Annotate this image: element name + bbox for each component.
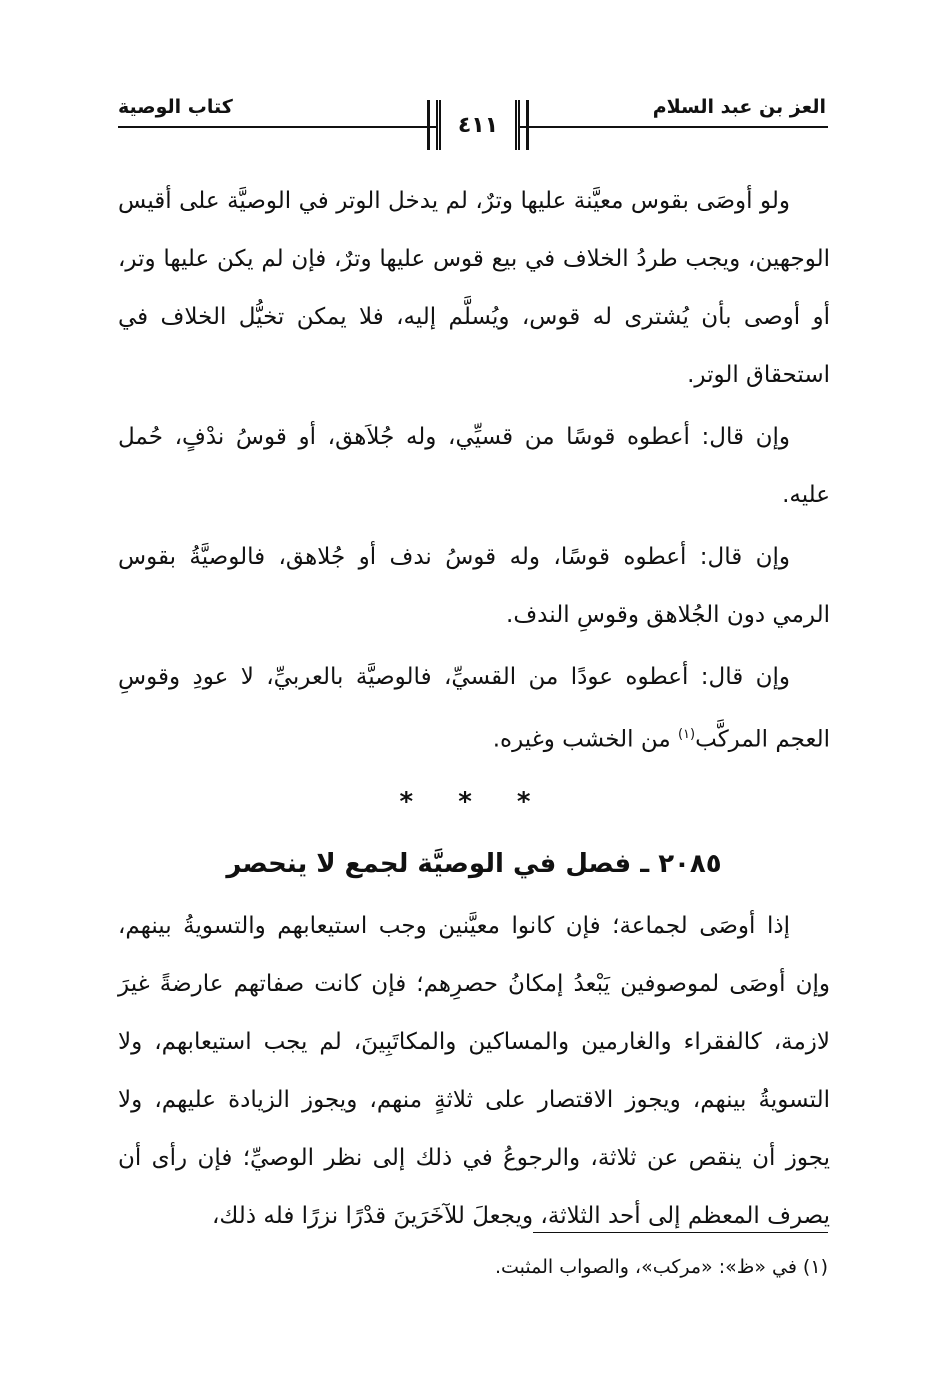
running-head-book: كتاب الوصية (118, 96, 233, 118)
paragraph-text: وإن قال: أعطوه عودًا من القسيِّ، فالوصيَّة بالعربيِّ، لا عودِ وقوسِ العجم المركَّب (118, 664, 830, 753)
paragraph: وإن قال: أعطوه قوسًا من قسيِّي، وله جُلاَهق، أو قوسُ ندْفٍ، حُمل عليه. (118, 424, 830, 508)
main-text (118, 172, 830, 1249)
paragraph: إذا أوصَى لجماعة؛ فإن كانوا معيَّنين وجب استيعابهم والتسويةُ بينهم، وإن أوصَى لموصوفين يَبْعدُ إمكانُ حصرِهم؛ فإن كانت صفاتهم عارضةً غيرَ لازمة، كالفقراء والغارمين والمساكين والمكاتَبِينَ، لم يجب استيعابهم، ولا التسويةُ بينهم، ويجوز الاقتصار على ثلاثةٍ منهم، ويجوز الزيادة عليهم، ولا يجوز أن ينقص عن ثلاثة، والرجوعُ في ذلك إلى نظر الوصيِّ؛ فإن رأى أن يصرف المعظم إلى أحد الثلاثة، ويجعلَ للآخَرَينَ قدْرًا نزرًا فله ذلك، (118, 912, 830, 1229)
page-number: ٤١١ (457, 112, 499, 138)
paragraph-text: من الخشب وغيره. (492, 726, 671, 753)
paragraph: وإن قال: أعطوه قوسًا، وله قوسُ ندف أو جُلاهق، فالوصيَّةُ بقوس الرمي دون الجُلاهق وقوسِ الندف. (118, 544, 830, 628)
footnote-rule (533, 1232, 828, 1233)
section-heading: ٢٠٨٥ ـ فصل في الوصيَّة لجمع لا ينحصر (226, 848, 722, 879)
paragraph (118, 648, 830, 769)
footnote: (١) في «ظ»: «مركب»، والصواب المثبت. (494, 1256, 828, 1278)
page-number-frame (436, 100, 520, 150)
paragraph: ولو أوصَى بقوس معيَّنة عليها وترٌ، لم يدخل الوتر في الوصيَّة على أقيس الوجهين، ويجب طردُ الخلاف في بيع قوس عليها وترٌ، فإن لم يكن عليها وتر، أو أوصى بأن يُشترى له قوس، ويُسلَّم إليه، فلا يمكن تخيُّل الخلاف في استحقاق الوتر. (118, 188, 830, 388)
footnote-marker: (١) (677, 727, 696, 742)
running-head-author: العز بن عبد السلام (652, 96, 826, 118)
section-separator: * * * (399, 786, 549, 817)
